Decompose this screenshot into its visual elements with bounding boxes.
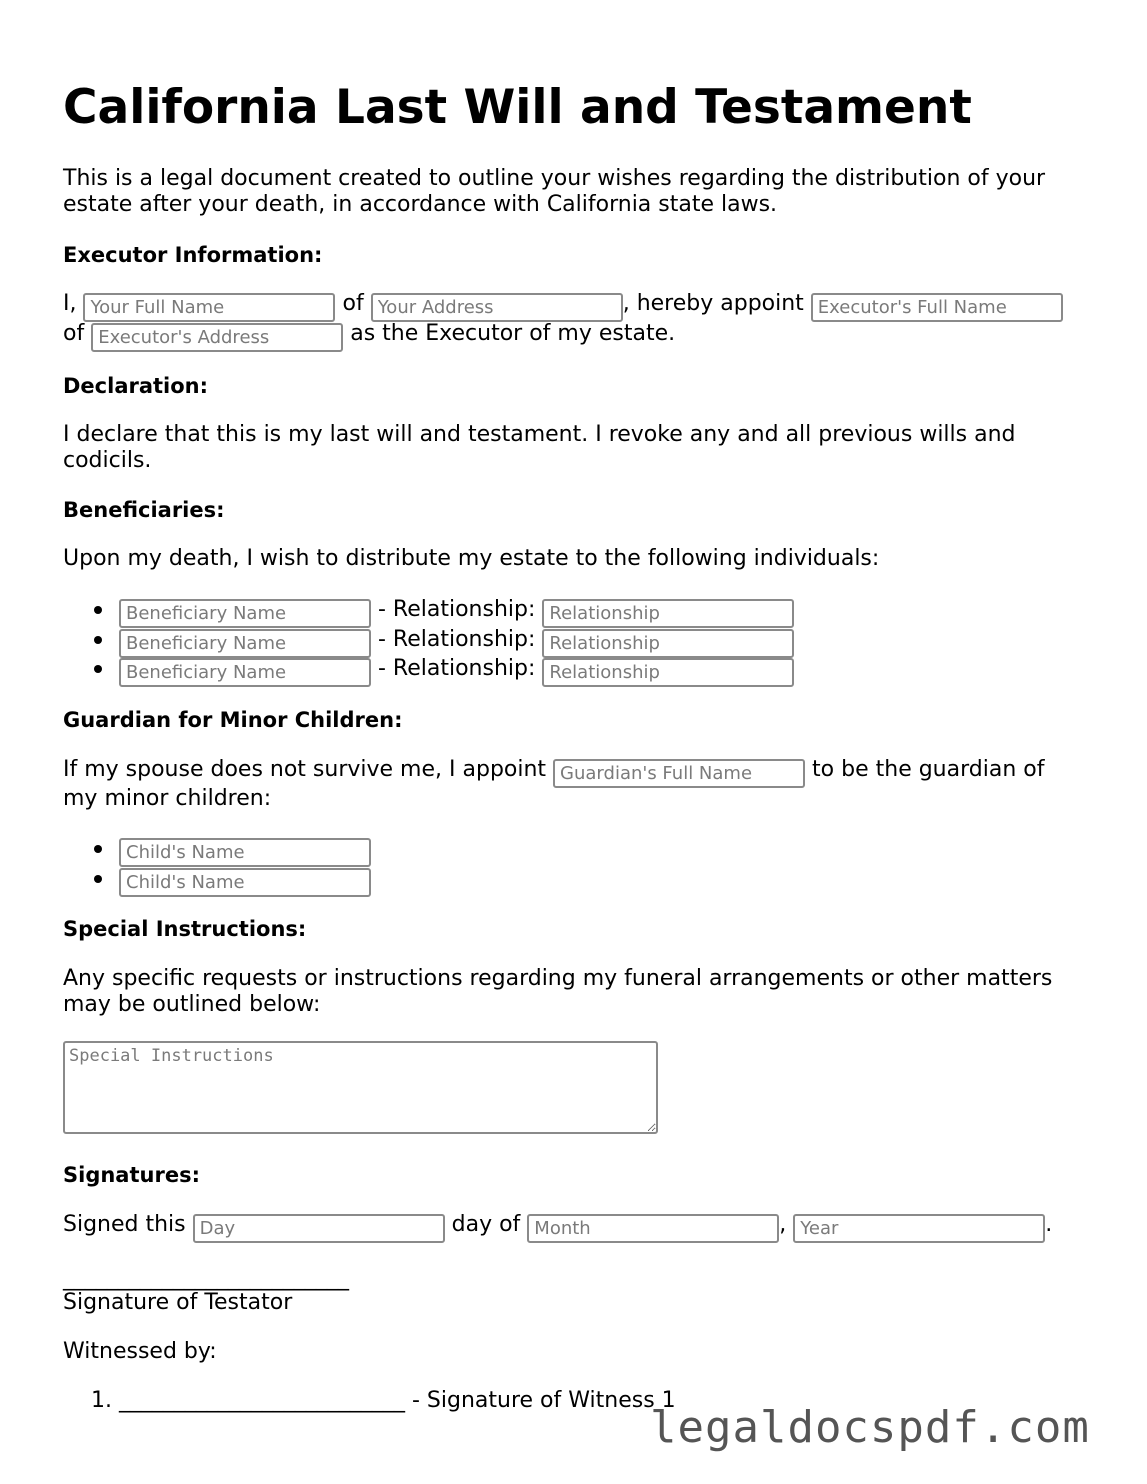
relationship-label: - Relationship: (378, 597, 536, 622)
relationship-input[interactable] (542, 599, 794, 628)
guardian-name-input[interactable] (553, 759, 805, 788)
executor-heading: Executor Information: (63, 243, 323, 267)
child-name-input[interactable] (119, 868, 371, 897)
text-to-be-guardian: to be the guardian of (812, 757, 1045, 782)
declaration-text: I declare that this is my last will and testament. I revoke any and all previous wills and codicils. (63, 422, 1016, 473)
guardian-line-2: my minor children: (63, 786, 272, 811)
relationship-label: - Relationship: (378, 656, 536, 681)
child-name-input[interactable] (119, 838, 371, 867)
text-signed-this: Signed this (63, 1212, 186, 1237)
bullet (94, 636, 102, 644)
text-of: of (63, 321, 85, 346)
executor-line-2 (63, 319, 675, 352)
bullet (94, 606, 102, 614)
beneficiary-name-input[interactable] (119, 599, 371, 628)
beneficiary-row (119, 654, 794, 687)
declaration-heading: Declaration: (63, 374, 209, 398)
special-instructions-textarea[interactable] (63, 1041, 658, 1134)
guardian-heading: Guardian for Minor Children: (63, 708, 403, 732)
year-input[interactable] (793, 1214, 1045, 1243)
witness-signature-line: __________________________ (119, 1388, 405, 1413)
your-full-name-input[interactable] (83, 293, 335, 322)
beneficiary-name-input[interactable] (119, 658, 371, 687)
special-instructions-text: Any specific requests or instructions regarding my funeral arrangements or other matters may be outlined below: (63, 966, 1053, 1017)
bullet (94, 845, 102, 853)
signatures-heading: Signatures: (63, 1163, 200, 1187)
intro-paragraph: This is a legal document created to outline your wishes regarding the distribution of your estate after your death, in accordance with California state laws. (63, 166, 1046, 217)
witness-number: 1. (91, 1388, 112, 1413)
witness-signature-label: - Signature of Witness 1 (412, 1388, 676, 1413)
month-input[interactable] (527, 1214, 779, 1243)
relationship-label: - Relationship: (378, 627, 536, 652)
child-row (119, 834, 371, 867)
text-i: I, (63, 291, 77, 316)
executor-line-1 (63, 289, 1063, 322)
text-comma: , (779, 1212, 787, 1237)
guardian-line-1 (63, 755, 1044, 788)
beneficiary-row (119, 595, 794, 628)
child-row (119, 864, 371, 897)
your-address-input[interactable] (371, 293, 623, 322)
signed-date-line (63, 1210, 1052, 1243)
executor-address-input[interactable] (91, 323, 343, 352)
special-instructions-heading: Special Instructions: (63, 917, 307, 941)
text-as-executor: as the Executor of my estate. (350, 321, 676, 346)
executor-name-input[interactable] (811, 293, 1063, 322)
watermark-text: legaldocspdf.com (650, 1402, 1090, 1453)
witness-1-row (91, 1386, 676, 1415)
beneficiaries-heading: Beneficiaries: (63, 498, 225, 522)
testator-signature-line: __________________________ (63, 1266, 349, 1291)
relationship-input[interactable] (542, 658, 794, 687)
beneficiaries-text: Upon my death, I wish to distribute my estate to the following individuals: (63, 546, 880, 571)
page-title: California Last Will and Testament (63, 80, 972, 135)
text-hereby-appoint: , hereby appoint (622, 291, 804, 316)
bullet (94, 875, 102, 883)
witnessed-by-label: Witnessed by: (63, 1339, 217, 1364)
text-of: of (342, 291, 364, 316)
text-day-of: day of (451, 1212, 521, 1237)
text-period: . (1045, 1212, 1053, 1237)
text-appoint-guardian: If my spouse does not survive me, I appoint (63, 757, 547, 782)
bullet (94, 665, 102, 673)
day-input[interactable] (193, 1214, 445, 1243)
testator-signature-label: Signature of Testator (63, 1290, 293, 1315)
